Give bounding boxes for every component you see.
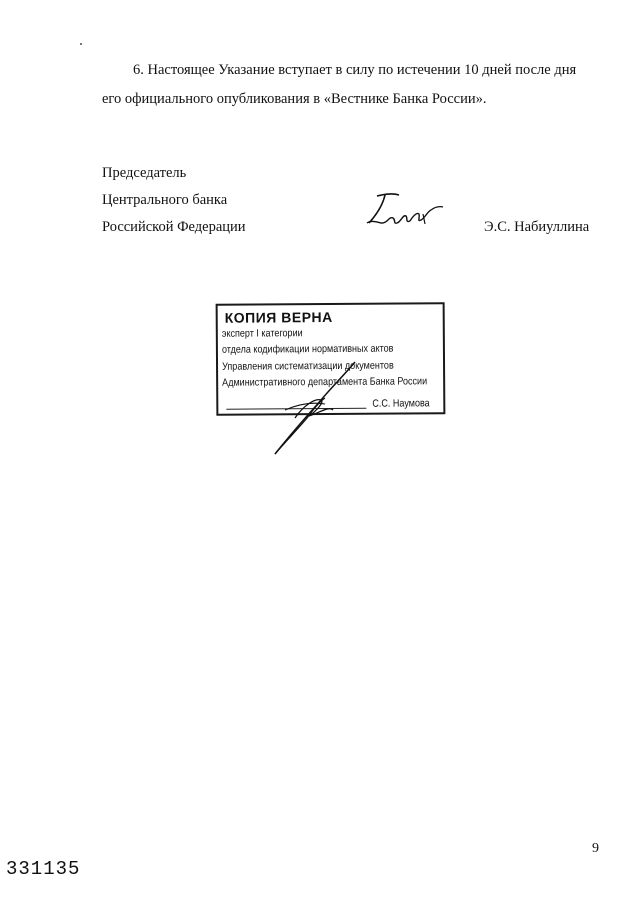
page-number: 9 (592, 841, 599, 856)
paragraph-6-line2: его официального опубликования в «Вестнике Банка России». (102, 91, 487, 107)
scan-speck (80, 43, 82, 45)
signatory-title-line2: Центрального банка (102, 192, 228, 208)
signatory-name: Э.С. Набиуллина (484, 219, 590, 235)
stamp-line-bank-department: Административного департамента Банка России (222, 375, 428, 389)
stamp-handwritten-signature (255, 360, 365, 460)
signatory-title-line3: Российской Федерации (102, 219, 246, 235)
document-code: 331135 (6, 858, 81, 880)
signatory-title (102, 160, 246, 241)
stamp-title: КОПИЯ ВЕРНА (224, 308, 333, 326)
stamp-line-division: отдела кодификации нормативных актов (221, 342, 394, 356)
stamp-line-position: эксперт I категории (221, 327, 303, 340)
stamp-line-department: Управления систематизации документов (222, 359, 394, 373)
paragraph-6-line1: 6. Настоящее Указание вступает в силу по истечении 10 дней после дня (133, 62, 577, 78)
handwritten-signature (355, 190, 455, 235)
stamp-signer-name: С.С. Наумова (372, 397, 430, 410)
signatory-title-line1: Председатель (102, 165, 187, 181)
